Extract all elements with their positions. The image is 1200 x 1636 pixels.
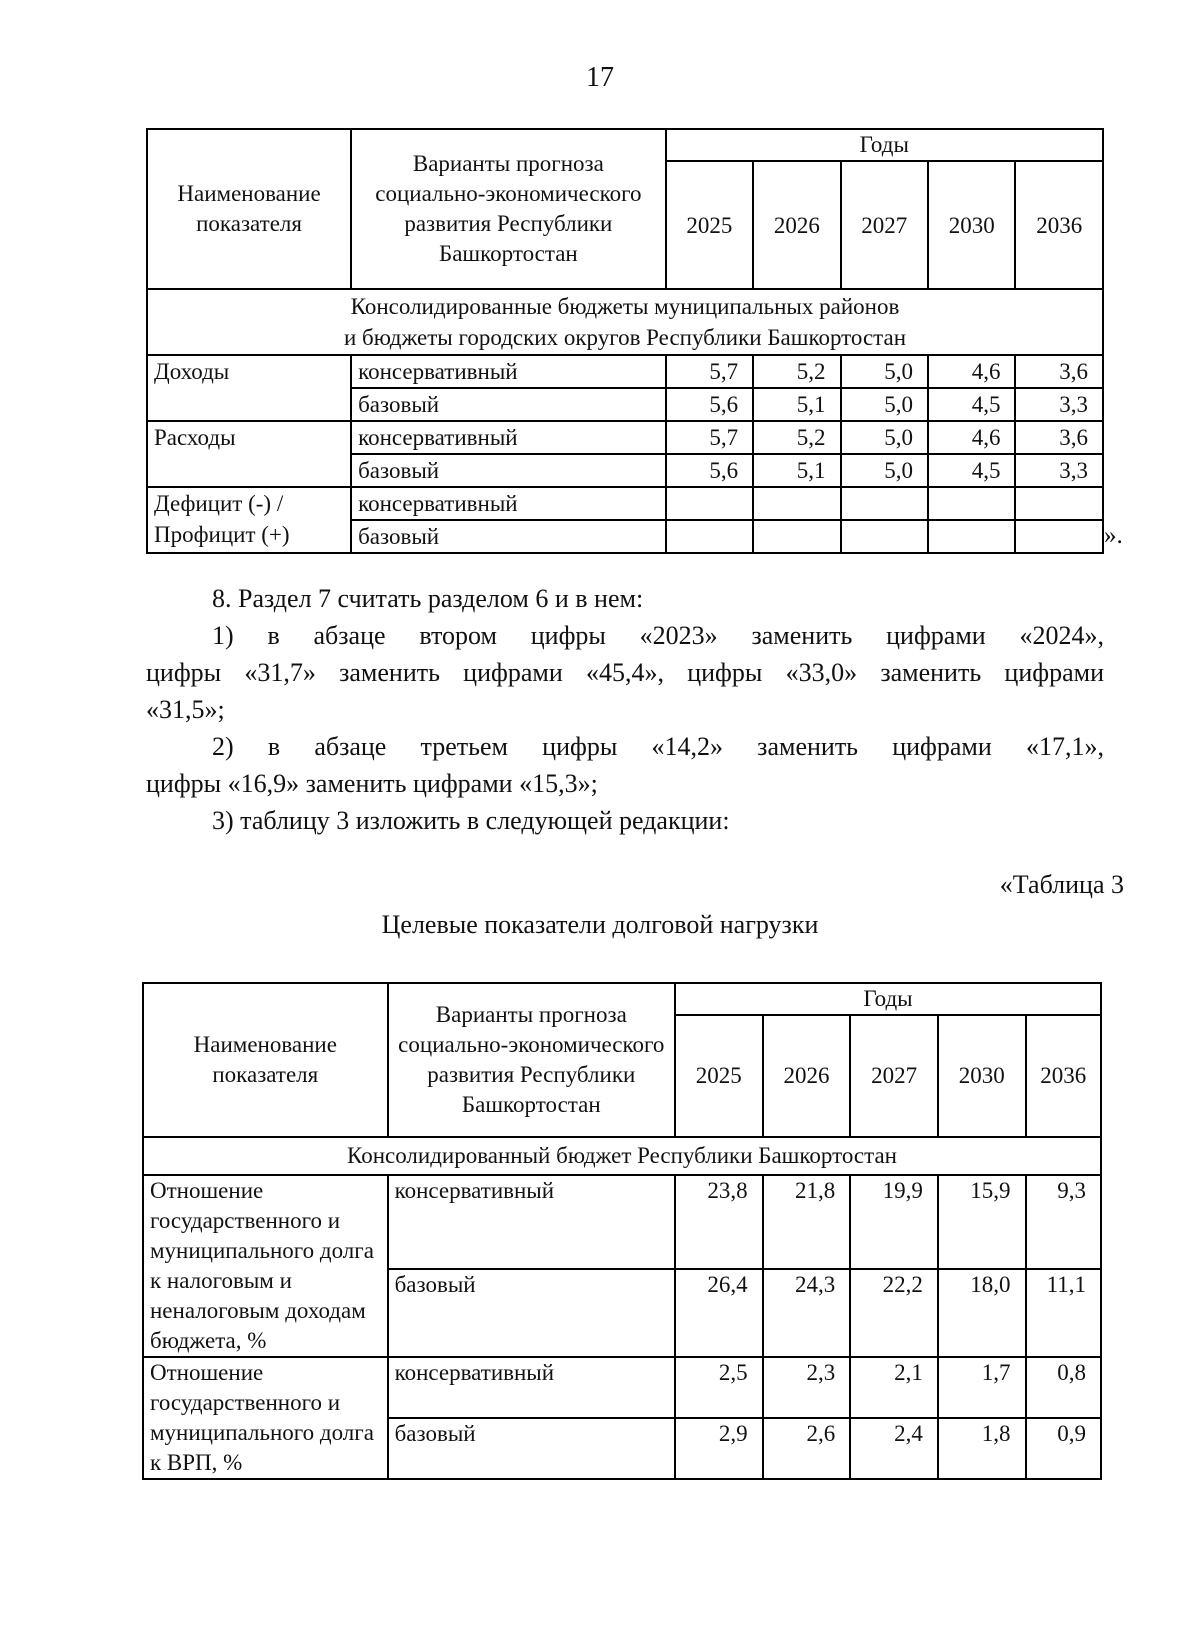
row-indicator xyxy=(147,487,351,553)
cell-value: 5,1 xyxy=(753,388,840,421)
section-heading xyxy=(147,289,1103,355)
budget-forecast-table xyxy=(146,128,1104,554)
cell-value: 3,3 xyxy=(1015,454,1103,487)
header-year: 2025 xyxy=(666,161,753,289)
row-indicator: Отношение государственного и муниципального долга к налоговым и неналоговым доходам бюджета, % xyxy=(143,1175,388,1357)
row-variant: консервативный xyxy=(351,355,666,388)
header-year: 2027 xyxy=(850,1015,938,1137)
row-variant: базовый xyxy=(388,1269,675,1357)
section-heading-line: Консолидированные бюджеты муниципальных районов xyxy=(350,294,900,319)
cell-value: 3,6 xyxy=(1015,355,1103,388)
row-indicator: Отношение государственного и муниципального долга к ВРП, % xyxy=(143,1357,388,1479)
header-indicator-name: Наименование показателя xyxy=(147,129,351,289)
cell-value: 2,4 xyxy=(850,1418,938,1479)
cell-value: 21,8 xyxy=(763,1175,851,1269)
cell-value: 4,5 xyxy=(928,388,1015,421)
section-heading: Консолидированный бюджет Республики Башкортостан xyxy=(143,1137,1101,1175)
paragraph-item-3: 3) таблицу 3 изложить в следующей редакции: xyxy=(212,806,730,835)
cell-value: 3,3 xyxy=(1015,388,1103,421)
cell-value: 1,8 xyxy=(938,1418,1026,1479)
cell-value: 0,9 xyxy=(1026,1418,1101,1479)
header-year: 2036 xyxy=(1015,161,1103,289)
cell-value: 2,5 xyxy=(675,1357,763,1418)
row-indicator-line: Профицит (+) xyxy=(154,522,290,547)
cell-value: 4,5 xyxy=(928,454,1015,487)
cell-value xyxy=(841,487,928,520)
cell-value xyxy=(1015,520,1103,553)
cell-value: 1,7 xyxy=(938,1357,1026,1418)
debt-load-table xyxy=(142,982,1102,1480)
paragraph-item-2-line: цифры «16,9» заменить цифрами «15,3»; xyxy=(146,769,598,798)
cell-value: 22,2 xyxy=(850,1269,938,1357)
header-year: 2027 xyxy=(841,161,928,289)
row-variant: базовый xyxy=(388,1418,675,1479)
cell-value: 11,1 xyxy=(1026,1269,1101,1357)
cell-value xyxy=(753,487,840,520)
paragraph-item-2-line: 2) в абзаце третьем цифры «14,2» заменить цифрами «17,1», xyxy=(212,732,1104,761)
cell-value xyxy=(928,520,1015,553)
cell-value: 2,1 xyxy=(850,1357,938,1418)
paragraph-item-1-line: 1) в абзаце втором цифры «2023» заменить цифрами «2024», xyxy=(212,621,1104,650)
header-year: 2026 xyxy=(763,1015,851,1137)
row-variant: консервативный xyxy=(388,1175,675,1269)
cell-value: 5,0 xyxy=(841,454,928,487)
cell-value: 5,0 xyxy=(841,355,928,388)
row-variant: базовый xyxy=(351,454,666,487)
header-years: Годы xyxy=(675,983,1101,1015)
table-label: «Таблица 3 xyxy=(999,870,1124,899)
page-number: 17 xyxy=(586,62,614,93)
cell-value: 2,9 xyxy=(675,1418,763,1479)
cell-value: 4,6 xyxy=(928,355,1015,388)
cell-value: 19,9 xyxy=(850,1175,938,1269)
cell-value xyxy=(841,520,928,553)
cell-value: 5,0 xyxy=(841,421,928,454)
cell-value: 9,3 xyxy=(1026,1175,1101,1269)
header-year: 2036 xyxy=(1026,1015,1101,1137)
row-variant: консервативный xyxy=(351,487,666,520)
cell-value: 24,3 xyxy=(763,1269,851,1357)
cell-value: 5,2 xyxy=(753,421,840,454)
row-indicator: Расходы xyxy=(147,421,351,487)
cell-value xyxy=(928,487,1015,520)
row-variant: консервативный xyxy=(351,421,666,454)
header-forecast-variants: Варианты прогноза социально-экономического развития Республики Башкортостан xyxy=(388,983,675,1137)
cell-value: 26,4 xyxy=(675,1269,763,1357)
cell-value: 18,0 xyxy=(938,1269,1026,1357)
header-indicator-name: Наименование показателя xyxy=(143,983,388,1137)
cell-value: 0,8 xyxy=(1026,1357,1101,1418)
cell-value xyxy=(753,520,840,553)
row-indicator: Доходы xyxy=(147,355,351,421)
paragraph-section-rename: 8. Раздел 7 считать разделом 6 и в нем: xyxy=(212,584,644,613)
paragraph-item-1-line: «31,5»; xyxy=(146,695,225,724)
cell-value: 5,6 xyxy=(666,454,753,487)
cell-value: 23,8 xyxy=(675,1175,763,1269)
paragraph-item-1-line: цифры «31,7» заменить цифрами «45,4», цифры «33,0» заменить цифрами xyxy=(146,658,1104,687)
header-year: 2025 xyxy=(675,1015,763,1137)
cell-value: 2,3 xyxy=(763,1357,851,1418)
cell-value: 5,7 xyxy=(666,355,753,388)
cell-value: 5,1 xyxy=(753,454,840,487)
header-year: 2030 xyxy=(928,161,1015,289)
header-year: 2030 xyxy=(938,1015,1026,1137)
cell-value: 5,2 xyxy=(753,355,840,388)
cell-value: 5,0 xyxy=(841,388,928,421)
row-indicator-line: Дефицит (-) / xyxy=(154,491,284,516)
table-title: Целевые показатели долговой нагрузки xyxy=(381,910,819,939)
row-variant: базовый xyxy=(351,520,666,553)
closing-quote: ». xyxy=(1104,522,1123,549)
cell-value: 15,9 xyxy=(938,1175,1026,1269)
cell-value: 5,6 xyxy=(666,388,753,421)
header-years: Годы xyxy=(666,129,1103,161)
cell-value: 3,6 xyxy=(1015,421,1103,454)
cell-value xyxy=(1015,487,1103,520)
cell-value: 4,6 xyxy=(928,421,1015,454)
row-variant: базовый xyxy=(351,388,666,421)
cell-value: 2,6 xyxy=(763,1418,851,1479)
header-forecast-variants: Варианты прогноза социально-экономического развития Республики Башкортостан xyxy=(351,129,666,289)
section-heading-line: и бюджеты городских округов Республики Башкортостан xyxy=(343,325,907,350)
cell-value xyxy=(666,487,753,520)
cell-value: 5,7 xyxy=(666,421,753,454)
header-year: 2026 xyxy=(753,161,840,289)
row-variant: консервативный xyxy=(388,1357,675,1418)
cell-value xyxy=(666,520,753,553)
